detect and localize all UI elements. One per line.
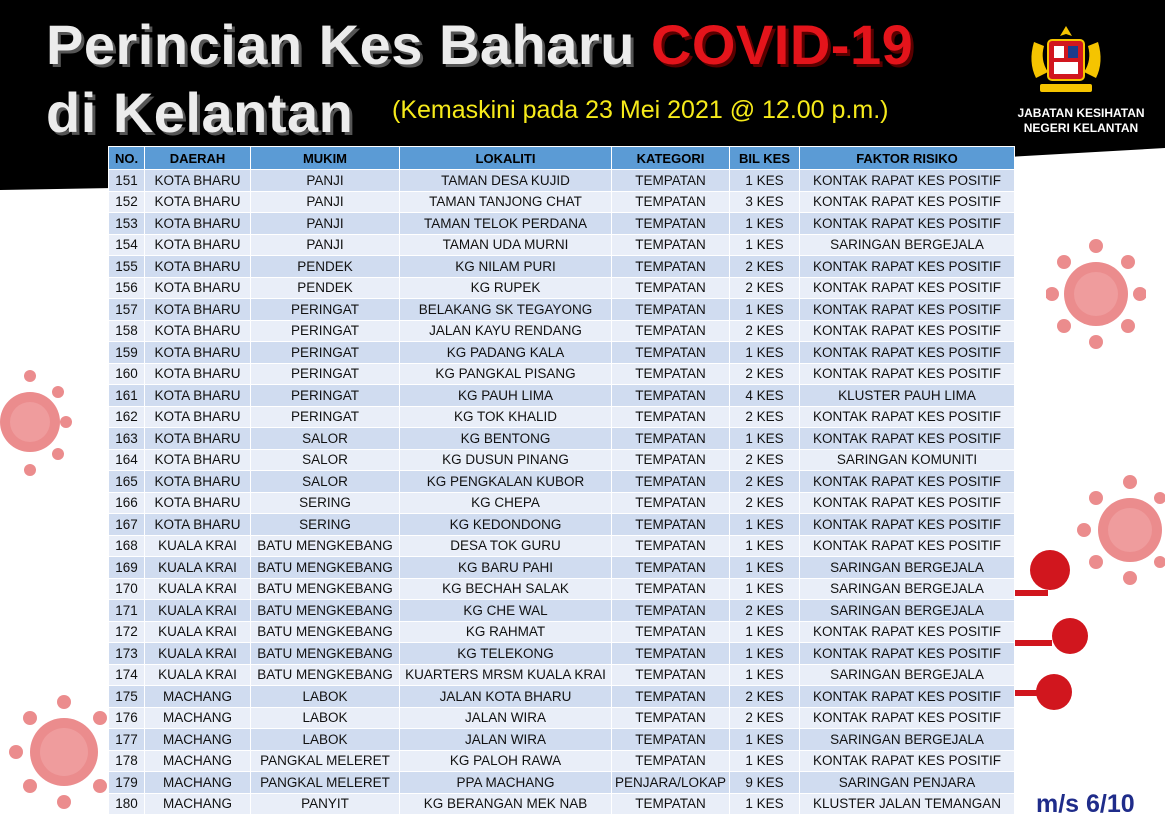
table-cell: 176: [109, 707, 145, 729]
table-cell: TEMPATAN: [612, 406, 730, 428]
table-cell: TEMPATAN: [612, 428, 730, 450]
table-cell: JALAN KAYU RENDANG: [400, 320, 612, 342]
table-cell: 171: [109, 600, 145, 622]
table-cell: PERINGAT: [251, 320, 400, 342]
table-cell: BATU MENGKEBANG: [251, 643, 400, 665]
table-row: [109, 686, 1015, 708]
table-row: [109, 213, 1015, 235]
table-row: [109, 664, 1015, 686]
table-cell: LABOK: [251, 729, 400, 751]
table-cell: KOTA BHARU: [145, 428, 251, 450]
table-cell: KUALA KRAI: [145, 535, 251, 557]
table-cell: 153: [109, 213, 145, 235]
table-cell: TEMPATAN: [612, 514, 730, 536]
table-cell: 159: [109, 342, 145, 364]
table-cell: TEMPATAN: [612, 385, 730, 407]
table-row: [109, 471, 1015, 493]
table-cell: TEMPATAN: [612, 213, 730, 235]
table-cell: KONTAK RAPAT KES POSITIF: [800, 320, 1015, 342]
table-cell: TEMPATAN: [612, 686, 730, 708]
table-cell: PERINGAT: [251, 363, 400, 385]
table-cell: BATU MENGKEBANG: [251, 557, 400, 579]
table-cell: TEMPATAN: [612, 363, 730, 385]
table-row: [109, 600, 1015, 622]
table-cell: PANJI: [251, 213, 400, 235]
table-cell: KOTA BHARU: [145, 514, 251, 536]
table-cell: KONTAK RAPAT KES POSITIF: [800, 363, 1015, 385]
table-row: [109, 299, 1015, 321]
table-cell: 1 KES: [730, 170, 800, 192]
table-cell: 2 KES: [730, 320, 800, 342]
table-cell: KG PENGKALAN KUBOR: [400, 471, 612, 493]
table-cell: 2 KES: [730, 686, 800, 708]
table-cell: KOTA BHARU: [145, 471, 251, 493]
table-cell: MACHANG: [145, 707, 251, 729]
table-cell: KOTA BHARU: [145, 320, 251, 342]
table-cell: KOTA BHARU: [145, 449, 251, 471]
table-cell: KOTA BHARU: [145, 256, 251, 278]
table-row: [109, 363, 1015, 385]
table-cell: 169: [109, 557, 145, 579]
table-cell: PERINGAT: [251, 342, 400, 364]
table-cell: TEMPATAN: [612, 729, 730, 751]
table-cell: 160: [109, 363, 145, 385]
table-cell: KOTA BHARU: [145, 342, 251, 364]
table-cell: 1 KES: [730, 535, 800, 557]
table-row: [109, 793, 1015, 815]
table-cell: TEMPATAN: [612, 277, 730, 299]
table-cell: 164: [109, 449, 145, 471]
table-cell: SERING: [251, 492, 400, 514]
table-cell: SARINGAN KOMUNITI: [800, 449, 1015, 471]
table-cell: TEMPATAN: [612, 750, 730, 772]
table-cell: 162: [109, 406, 145, 428]
table-row: [109, 729, 1015, 751]
table-cell: SERING: [251, 514, 400, 536]
table-cell: KG BECHAH SALAK: [400, 578, 612, 600]
table-cell: KG TOK KHALID: [400, 406, 612, 428]
table-cell: TEMPATAN: [612, 535, 730, 557]
table-cell: MACHANG: [145, 729, 251, 751]
table-cell: 175: [109, 686, 145, 708]
table-cell: KG CHE WAL: [400, 600, 612, 622]
table-cell: KONTAK RAPAT KES POSITIF: [800, 277, 1015, 299]
table-cell: JALAN WIRA: [400, 707, 612, 729]
table-cell: KUALA KRAI: [145, 557, 251, 579]
table-cell: SARINGAN PENJARA: [800, 772, 1015, 794]
table-cell: PERINGAT: [251, 406, 400, 428]
table-cell: PERINGAT: [251, 299, 400, 321]
table-body: [109, 170, 1015, 815]
table-cell: 4 KES: [730, 385, 800, 407]
table-row: [109, 428, 1015, 450]
column-header: MUKIM: [251, 147, 400, 170]
table-cell: KONTAK RAPAT KES POSITIF: [800, 342, 1015, 364]
table-cell: 174: [109, 664, 145, 686]
virus-icon: [1012, 540, 1088, 770]
table-cell: 1 KES: [730, 793, 800, 815]
table-cell: PENDEK: [251, 256, 400, 278]
table-row: [109, 277, 1015, 299]
table-cell: KONTAK RAPAT KES POSITIF: [800, 686, 1015, 708]
table-cell: TEMPATAN: [612, 664, 730, 686]
table-cell: 2 KES: [730, 492, 800, 514]
table-cell: SALOR: [251, 428, 400, 450]
table-cell: BATU MENGKEBANG: [251, 621, 400, 643]
virus-icon: [1046, 236, 1146, 356]
table-cell: 166: [109, 492, 145, 514]
table-cell: 1 KES: [730, 299, 800, 321]
table-cell: 173: [109, 643, 145, 665]
table-cell: MACHANG: [145, 772, 251, 794]
table-cell: KG PAUH LIMA: [400, 385, 612, 407]
table-cell: 154: [109, 234, 145, 256]
table-row: [109, 750, 1015, 772]
table-cell: 1 KES: [730, 621, 800, 643]
table-cell: PENJARA/LOKAP: [612, 772, 730, 794]
table-row: [109, 514, 1015, 536]
table-cell: 1 KES: [730, 234, 800, 256]
table-cell: 1 KES: [730, 514, 800, 536]
table-cell: DESA TOK GURU: [400, 535, 612, 557]
table-row: [109, 535, 1015, 557]
update-note: (Kemaskini pada 23 Mei 2021 @ 12.00 p.m.): [392, 96, 889, 124]
table-cell: KLUSTER JALAN TEMANGAN: [800, 793, 1015, 815]
table-cell: KG BENTONG: [400, 428, 612, 450]
table-cell: BATU MENGKEBANG: [251, 664, 400, 686]
table-cell: 1 KES: [730, 428, 800, 450]
table-cell: SARINGAN BERGEJALA: [800, 729, 1015, 751]
table-cell: TAMAN TANJONG CHAT: [400, 191, 612, 213]
table-cell: PERINGAT: [251, 385, 400, 407]
table-cell: KG PADANG KALA: [400, 342, 612, 364]
table-cell: KG RAHMAT: [400, 621, 612, 643]
table-cell: 167: [109, 514, 145, 536]
table-row: [109, 170, 1015, 192]
table-cell: KG PALOH RAWA: [400, 750, 612, 772]
table-cell: BATU MENGKEBANG: [251, 535, 400, 557]
table-cell: SALOR: [251, 471, 400, 493]
table-cell: 3 KES: [730, 191, 800, 213]
table-cell: BATU MENGKEBANG: [251, 578, 400, 600]
table-row: [109, 191, 1015, 213]
table-cell: 1 KES: [730, 342, 800, 364]
page-title: Perincian Kes Baharu COVID-19: [46, 13, 914, 76]
table-cell: SARINGAN BERGEJALA: [800, 664, 1015, 686]
table-cell: KUALA KRAI: [145, 578, 251, 600]
table-cell: TEMPATAN: [612, 191, 730, 213]
table-cell: 155: [109, 256, 145, 278]
table-cell: KONTAK RAPAT KES POSITIF: [800, 514, 1015, 536]
table-cell: 1 KES: [730, 664, 800, 686]
table-cell: 2 KES: [730, 363, 800, 385]
table-cell: KONTAK RAPAT KES POSITIF: [800, 535, 1015, 557]
table-row: [109, 342, 1015, 364]
table-cell: TEMPATAN: [612, 170, 730, 192]
table-row: [109, 772, 1015, 794]
table-row: [109, 320, 1015, 342]
table-cell: KG BARU PAHI: [400, 557, 612, 579]
table-cell: 1 KES: [730, 557, 800, 579]
table-cell: TAMAN UDA MURNI: [400, 234, 612, 256]
table-cell: 1 KES: [730, 578, 800, 600]
table-cell: KOTA BHARU: [145, 234, 251, 256]
table-cell: 2 KES: [730, 256, 800, 278]
table-cell: 157: [109, 299, 145, 321]
table-cell: KONTAK RAPAT KES POSITIF: [800, 406, 1015, 428]
table-cell: KLUSTER PAUH LIMA: [800, 385, 1015, 407]
table-row: [109, 578, 1015, 600]
table-cell: KONTAK RAPAT KES POSITIF: [800, 707, 1015, 729]
table-cell: TAMAN TELOK PERDANA: [400, 213, 612, 235]
table-row: [109, 234, 1015, 256]
table-row: [109, 385, 1015, 407]
table-row: [109, 707, 1015, 729]
table-cell: KUALA KRAI: [145, 643, 251, 665]
agency-name: JABATAN KESIHATAN NEGERI KELANTAN: [1017, 106, 1145, 135]
table-cell: KONTAK RAPAT KES POSITIF: [800, 170, 1015, 192]
malaysia-crest-icon: [1026, 22, 1106, 98]
table-cell: KONTAK RAPAT KES POSITIF: [800, 256, 1015, 278]
table-cell: TEMPATAN: [612, 707, 730, 729]
column-header: DAERAH: [145, 147, 251, 170]
table-cell: KG TELEKONG: [400, 643, 612, 665]
table-cell: KUALA KRAI: [145, 621, 251, 643]
table-cell: 168: [109, 535, 145, 557]
table-cell: KG BERANGAN MEK NAB: [400, 793, 612, 815]
table-cell: TEMPATAN: [612, 557, 730, 579]
table-cell: TEMPATAN: [612, 643, 730, 665]
table-cell: 1 KES: [730, 213, 800, 235]
table-cell: KUALA KRAI: [145, 664, 251, 686]
table-cell: 151: [109, 170, 145, 192]
table-cell: KOTA BHARU: [145, 385, 251, 407]
table-cell: 177: [109, 729, 145, 751]
table-cell: MACHANG: [145, 686, 251, 708]
table-cell: 2 KES: [730, 277, 800, 299]
table-cell: 2 KES: [730, 406, 800, 428]
table-cell: 165: [109, 471, 145, 493]
table-cell: SARINGAN BERGEJALA: [800, 578, 1015, 600]
table-cell: SARINGAN BERGEJALA: [800, 600, 1015, 622]
table-cell: SARINGAN BERGEJALA: [800, 557, 1015, 579]
table-cell: TEMPATAN: [612, 320, 730, 342]
virus-icon: [0, 368, 72, 478]
table-cell: 178: [109, 750, 145, 772]
table-cell: PANGKAL MELERET: [251, 750, 400, 772]
table-cell: TEMPATAN: [612, 234, 730, 256]
table-cell: 2 KES: [730, 707, 800, 729]
table-cell: 152: [109, 191, 145, 213]
table-cell: TEMPATAN: [612, 578, 730, 600]
table-cell: TEMPATAN: [612, 492, 730, 514]
table-cell: KONTAK RAPAT KES POSITIF: [800, 428, 1015, 450]
table-cell: KOTA BHARU: [145, 299, 251, 321]
virus-icon: [4, 690, 108, 810]
table-cell: SALOR: [251, 449, 400, 471]
table-cell: KONTAK RAPAT KES POSITIF: [800, 643, 1015, 665]
table-cell: KONTAK RAPAT KES POSITIF: [800, 299, 1015, 321]
table-cell: KOTA BHARU: [145, 363, 251, 385]
table-cell: PENDEK: [251, 277, 400, 299]
table-cell: PANJI: [251, 234, 400, 256]
table-cell: TEMPATAN: [612, 471, 730, 493]
table-cell: 158: [109, 320, 145, 342]
table-row: [109, 492, 1015, 514]
table-cell: KG NILAM PURI: [400, 256, 612, 278]
table-cell: TAMAN DESA KUJID: [400, 170, 612, 192]
table-cell: JALAN KOTA BHARU: [400, 686, 612, 708]
table-cell: TEMPATAN: [612, 256, 730, 278]
table-cell: TEMPATAN: [612, 793, 730, 815]
table-cell: MACHANG: [145, 750, 251, 772]
table-cell: KG CHEPA: [400, 492, 612, 514]
page-number: m/s 6/10: [1036, 790, 1135, 818]
table-cell: PANGKAL MELERET: [251, 772, 400, 794]
column-header: BIL KES: [730, 147, 800, 170]
column-header: LOKALITI: [400, 147, 612, 170]
table-cell: LABOK: [251, 707, 400, 729]
table-cell: BELAKANG SK TEGAYONG: [400, 299, 612, 321]
table-cell: 9 KES: [730, 772, 800, 794]
table-cell: BATU MENGKEBANG: [251, 600, 400, 622]
table-cell: KOTA BHARU: [145, 191, 251, 213]
table-cell: 2 KES: [730, 471, 800, 493]
table-cell: 2 KES: [730, 449, 800, 471]
table-cell: KONTAK RAPAT KES POSITIF: [800, 471, 1015, 493]
table-row: [109, 449, 1015, 471]
table-cell: KONTAK RAPAT KES POSITIF: [800, 213, 1015, 235]
table-cell: KONTAK RAPAT KES POSITIF: [800, 750, 1015, 772]
table-cell: KOTA BHARU: [145, 277, 251, 299]
table-cell: 180: [109, 793, 145, 815]
column-header: NO.: [109, 147, 145, 170]
table-cell: TEMPATAN: [612, 449, 730, 471]
table-cell: 1 KES: [730, 729, 800, 751]
table-cell: PANJI: [251, 170, 400, 192]
table-cell: 1 KES: [730, 750, 800, 772]
table-cell: 1 KES: [730, 643, 800, 665]
table-row: [109, 621, 1015, 643]
table-cell: PANYIT: [251, 793, 400, 815]
table-cell: KG KEDONDONG: [400, 514, 612, 536]
table-header-row: [109, 147, 1015, 170]
table-cell: TEMPATAN: [612, 299, 730, 321]
table-cell: 161: [109, 385, 145, 407]
table-cell: KG DUSUN PINANG: [400, 449, 612, 471]
table-cell: KOTA BHARU: [145, 406, 251, 428]
table-cell: 163: [109, 428, 145, 450]
table-row: [109, 256, 1015, 278]
column-header: KATEGORI: [612, 147, 730, 170]
table-cell: KONTAK RAPAT KES POSITIF: [800, 492, 1015, 514]
table-cell: KOTA BHARU: [145, 213, 251, 235]
table-cell: 2 KES: [730, 600, 800, 622]
table-cell: 170: [109, 578, 145, 600]
title-highlight: COVID-19: [650, 13, 914, 76]
table-cell: KUALA KRAI: [145, 600, 251, 622]
table-cell: JALAN WIRA: [400, 729, 612, 751]
table-cell: KOTA BHARU: [145, 170, 251, 192]
page-subtitle: di Kelantan: [46, 81, 354, 144]
table-cell: 172: [109, 621, 145, 643]
table-cell: KONTAK RAPAT KES POSITIF: [800, 621, 1015, 643]
table-cell: KONTAK RAPAT KES POSITIF: [800, 191, 1015, 213]
table-cell: PPA MACHANG: [400, 772, 612, 794]
table-cell: MACHANG: [145, 793, 251, 815]
table-row: [109, 406, 1015, 428]
table-cell: KOTA BHARU: [145, 492, 251, 514]
table-cell: 179: [109, 772, 145, 794]
table-cell: TEMPATAN: [612, 342, 730, 364]
table-cell: KG PANGKAL PISANG: [400, 363, 612, 385]
column-header: FAKTOR RISIKO: [800, 147, 1015, 170]
cases-table: [108, 146, 1015, 815]
table-row: [109, 643, 1015, 665]
table-cell: SARINGAN BERGEJALA: [800, 234, 1015, 256]
table-cell: KUARTERS MRSM KUALA KRAI: [400, 664, 612, 686]
table-cell: 156: [109, 277, 145, 299]
table-cell: KG RUPEK: [400, 277, 612, 299]
table-cell: LABOK: [251, 686, 400, 708]
table-cell: TEMPATAN: [612, 621, 730, 643]
table-cell: PANJI: [251, 191, 400, 213]
table-cell: TEMPATAN: [612, 600, 730, 622]
table-row: [109, 557, 1015, 579]
